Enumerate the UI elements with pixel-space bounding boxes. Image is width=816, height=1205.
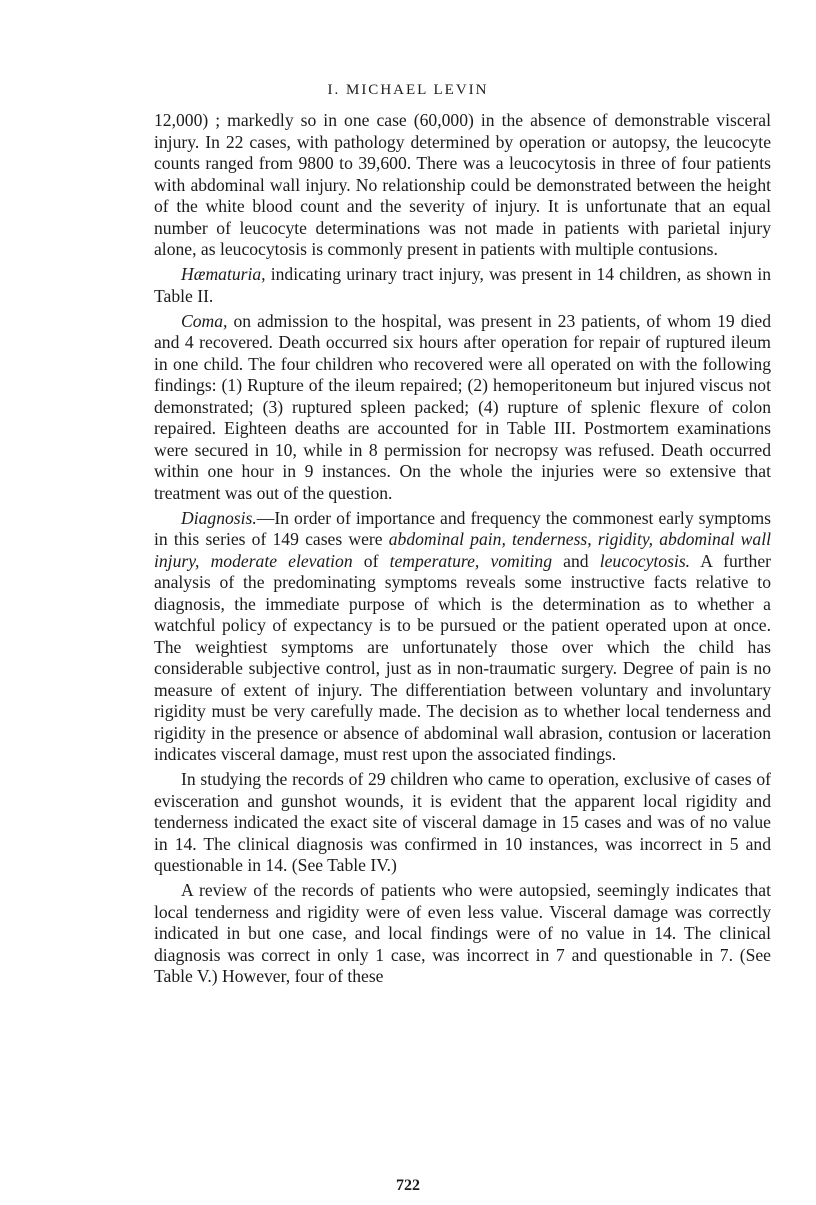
paragraph-coma: [154, 311, 771, 505]
haematuria-text: indicating urinary tract injury, was present in 14 children, as shown in Table II.: [154, 264, 771, 306]
page-number: 722: [396, 1177, 420, 1194]
paragraph-operation-records: In studying the records of 29 children who came to operation, exclusive of cases of evisceration and gunshot wounds, it is evident that the apparent local rigidity and tenderness indicated the exact site of visceral damage in 15 cases and was of no value in 14. The clinical diagnosis was confirmed in 10 instances, was incorrect in 5 and questionable in 14. (See Table IV.): [154, 769, 771, 875]
haematuria-lead: Hæmaturia,: [181, 264, 266, 284]
body-text: [154, 110, 771, 988]
coma-lead: Coma,: [181, 310, 228, 331]
diagnosis-text-b: A further analysis of the predominating symptoms reveals some instructive facts relative to diagnosis, the immediate purpose of which is the determination as to whether a watchful policy of expectancy is to be pursued or the patient operated upon at once. The weightiest symptoms are unfortunately those over which the child has considerable subjective control, just as in non-traumatic surgery. Degree of pain is no measure of extent of injury. The differentiation between voluntary and involuntary rigidity must be very carefully made. The decision as to whether local tenderness and rigidity in the presence or absence of abdominal wall abrasion, contusion or laceration indicates visceral damage, must rest upon the associated findings.: [154, 550, 771, 764]
diagnosis-and-word: and: [552, 550, 600, 571]
paragraph-leucocyte-continuation: 12,000) ; markedly so in one case (60,000) in the absence of demonstrable visceral injury. In 22 cases, with pathology determined by operation or autopsy, the leucocyte counts ranged from 9800 to 39,600. There was a leucocytosis in three of four patients with abdominal wall injury. No relationship could be demonstrated between the height of the white blood count and the severity of injury. It is unfortunate that an equal number of leucocyte determinations was not made in patients with parietal injury alone, as leucocytosis is commonly present in patients with multiple contusions.: [154, 110, 771, 259]
diagnosis-symptoms-a: abdominal pain, tenderness, rigidity, abdominal wall injury, moderate elevation: [154, 529, 771, 571]
coma-text: on admission to the hospital, was present in 23 patients, of whom 19 died and 4 recovered. Death occurred six hours after operation for repair of ruptured ileum in one child. The four children who recovered were all operated on with the following findings: (1) Rupture of the ileum repaired; (2) hemoperitoneum but injured viscus not demonstrated; (3) ruptured spleen packed; (4) rupture of splenic flexure of colon repaired. Eighteen deaths are accounted for in Table III. Postmortem examinations were secured in 10, while in 8 permission for necropsy was refused. Death occurred within one hour in 9 instances. On the whole the injuries were so extensive that treatment was out of the question.: [154, 310, 771, 503]
running-head: I. MICHAEL LEVIN: [327, 82, 489, 98]
diagnosis-symptoms-b: temperature, vomiting: [389, 550, 553, 571]
diagnosis-of-word: of: [352, 550, 390, 571]
paragraph-diagnosis: [154, 508, 771, 766]
diagnosis-symptoms-c: leucocytosis.: [599, 550, 691, 571]
paragraph-haematuria: [154, 264, 771, 307]
diagnosis-text-a: —In order of importance and frequency the commonest early symptoms in this series of 149 cases were: [154, 507, 771, 549]
paragraph-autopsy-records: A review of the records of patients who were autopsied, seemingly indicates that local tenderness and rigidity were of even less value. Visceral damage was correctly indicated in but one case, and local findings were of no value in 14. The clinical diagnosis was correct in only 1 case, was incorrect in 7 and questionable in 7. (See Table V.) However, four of these: [154, 880, 771, 986]
diagnosis-lead: Diagnosis.: [181, 507, 257, 528]
